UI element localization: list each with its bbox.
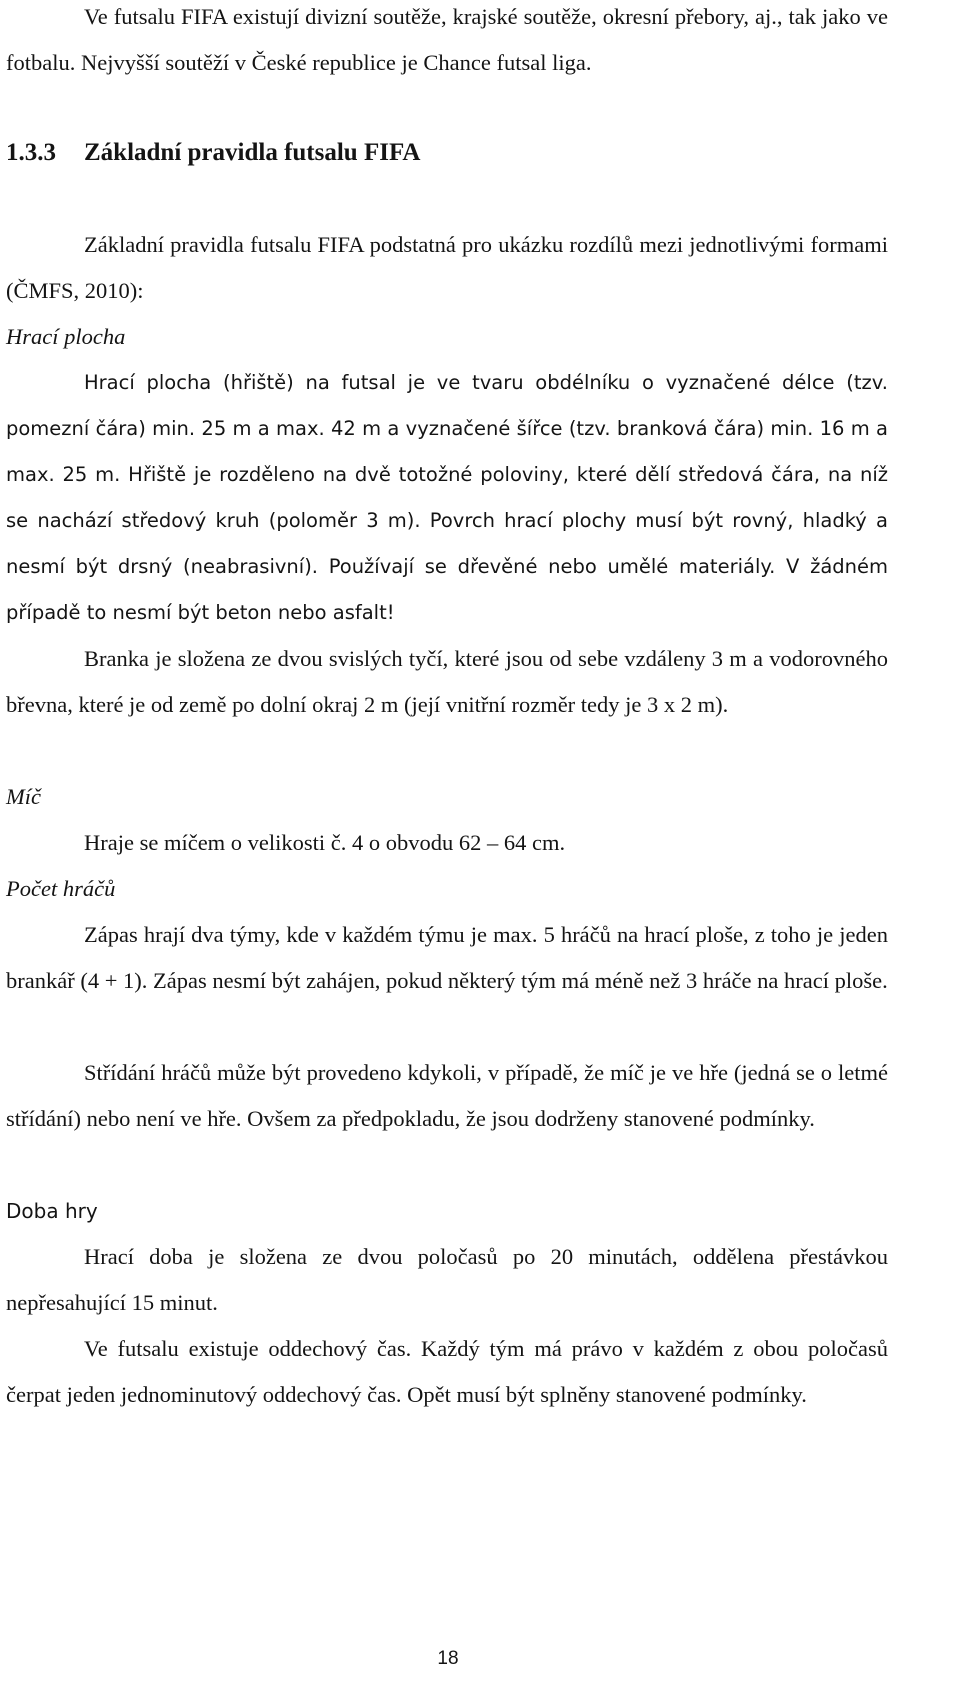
timeout-paragraph: Ve futsalu existuje oddechový čas. Každý tým má právo v každém z obou poločasů čerpat jeden jednominutový oddechový čas. Opět musí být splněny stanovené podmínky. [6,1336,888,1407]
section-heading [6,130,420,176]
ball-paragraph: Hraje se míčem o velikosti č. 4 o obvodu 62 – 64 cm. [84,830,566,855]
subheading-players: Počet hráčů [6,876,116,901]
duration-paragraph: Hrací doba je složena ze dvou poločasů po 20 minutách, oddělena přestávkou nepřesahující 15 minut. [6,1244,888,1315]
page-number: 18 [437,1648,459,1669]
subheading-duration: Doba hry [6,1199,98,1223]
rules-intro-paragraph: Základní pravidla futsalu FIFA podstatná pro ukázku rozdílů mezi jednotlivými formami (ČMFS, 2010): [6,232,888,303]
subheading-ball: Míč [6,784,41,809]
goal-paragraph: Branka je složena ze dvou svislých tyčí, které jsou od sebe vzdáleny 3 m a vodorovného břevna, které je od země po dolní okraj 2 m (její vnitřní rozměr tedy je 3 x 2 m). [6,646,888,717]
subheading-playing-area: Hrací plocha [6,324,126,349]
intro-paragraph: Ve futsalu FIFA existují divizní soutěže, krajské soutěže, okresní přebory, aj., tak jako ve fotbalu. Nejvyšší soutěží v České republice je Chance futsal liga. [6,4,888,75]
substitution-paragraph: Střídání hráčů může být provedeno kdykoli, v případě, že míč je ve hře (jedná se o letmé střídání) nebo není ve hře. Ovšem za předpokladu, že jsou dodrženy stanovené podmínky. [6,1060,888,1131]
players-paragraph: Zápas hrají dva týmy, kde v každém týmu je max. 5 hráčů na hrací ploše, z toho je jeden brankář (4 + 1). Zápas nesmí být zahájen, pokud některý tým má méně než 3 hráče na hrací ploše. [6,922,888,993]
section-title: Základní pravidla futsalu FIFA [84,139,421,166]
playing-area-paragraph: Hrací plocha (hřiště) na futsal je ve tvaru obdélníku o vyznačené délce (tzv. pomezní čára) min. 25 m a max. 42 m a vyznačené šířce (tzv. branková čára) min. 16 m a max. 25 m. Hřiště je rozděleno na dvě totožné poloviny, které dělí středová čára, na níž se nachází středový kruh (poloměr 3 m). Povrch hrací plochy musí být rovný, hladký a nesmí být drsný (neabrasivní). Používají se dřevěné nebo umělé materiály. V žádném případě to nesmí být beton nebo asfalt! [6,371,888,624]
section-number: 1.3.3 [6,139,56,166]
